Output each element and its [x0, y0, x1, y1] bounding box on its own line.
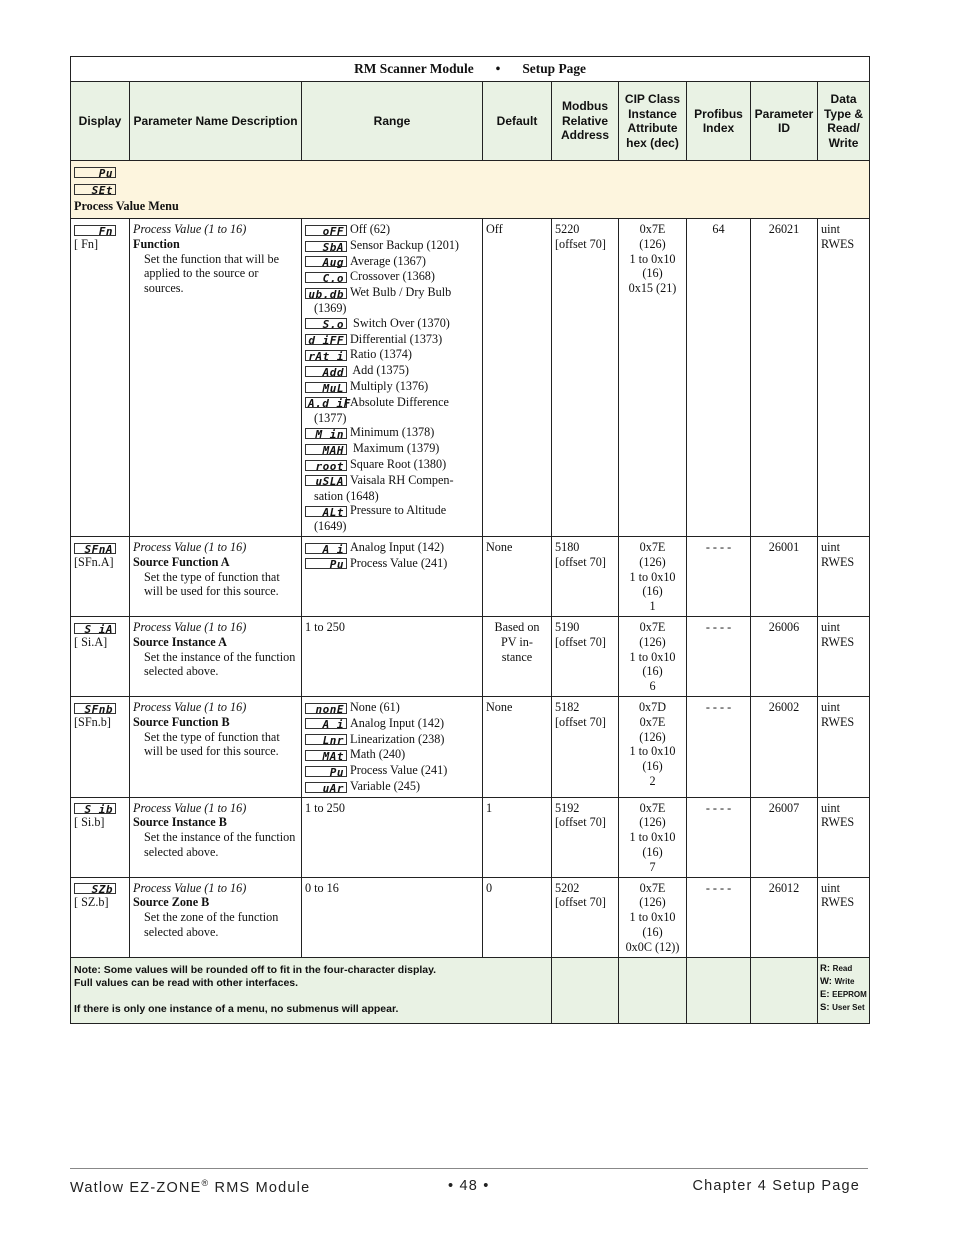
cip-value: 1 to 0x10: [629, 569, 676, 584]
cip-value: 0x7D: [638, 699, 667, 714]
table-row: [71, 877, 870, 957]
cip-value: 2: [649, 773, 656, 788]
range-option: [305, 316, 479, 331]
data-type-value: RWES: [821, 815, 855, 830]
lcd-display-icon: Fn: [74, 225, 116, 236]
parameter-description-cell: [130, 219, 302, 537]
range-option: [305, 441, 479, 456]
range-option-label: Analog Input (142): [350, 715, 445, 730]
menu-row: [71, 161, 870, 219]
parameter-prefix: Process Value (1 to 16): [133, 222, 247, 236]
modbus-value: [offset 70]: [555, 634, 606, 649]
column-header: CIP Class Instance Attribute hex (dec): [619, 82, 687, 161]
parameter-description-cell: [130, 877, 302, 957]
parameter-table: [70, 56, 870, 1024]
default-value: 1: [486, 800, 493, 815]
range-option-label: Square Root (1380): [350, 456, 447, 471]
legend-text: EEPROM: [832, 990, 867, 1000]
range-option-label: Maximum (1379): [350, 441, 440, 456]
range-value: 1 to 250: [305, 619, 345, 634]
default-cell: [483, 877, 552, 957]
modbus-cell: [552, 536, 619, 616]
range-option: [305, 363, 479, 378]
modbus-value: [offset 70]: [555, 815, 606, 830]
table-title: RM Scanner Module • Setup Page: [71, 57, 870, 82]
default-value: Off: [486, 222, 503, 236]
range-value: 0 to 16: [305, 880, 339, 895]
range-option-continued: (1377): [314, 410, 347, 425]
modbus-value: [offset 70]: [555, 895, 606, 910]
range-option-label: None (61): [350, 699, 400, 714]
profibus-index: - - - -: [705, 619, 732, 634]
lcd-display-icon: rAt i: [305, 350, 347, 361]
data-type-value: uint: [821, 699, 840, 714]
cip-value: (126): [639, 634, 666, 649]
display-cell: [71, 219, 130, 537]
data-type-value: RWES: [821, 714, 855, 729]
lcd-display-icon: root: [305, 460, 347, 471]
range-option: [305, 540, 479, 555]
range-option: [305, 732, 479, 747]
modbus-value: [offset 70]: [555, 236, 606, 251]
lcd-display-icon: d iFF: [305, 334, 347, 345]
profibus-cell: [687, 219, 751, 537]
range-option-label: Minimum (1378): [350, 425, 435, 440]
column-header: Default: [483, 82, 552, 161]
cip-cell: [619, 219, 687, 537]
cip-value: 7: [649, 859, 656, 874]
footer-product: Watlow EZ-ZONE® RMS Module: [70, 1178, 311, 1196]
range-option: [305, 716, 479, 731]
modbus-value: 5202: [555, 880, 580, 895]
cip-value: (126): [639, 895, 666, 910]
range-cell: [302, 616, 483, 696]
range-option-label: Math (240): [350, 747, 406, 762]
range-cell: [302, 797, 483, 877]
display-code: [SFn.A]: [74, 554, 114, 569]
profibus-cell: [687, 696, 751, 797]
display-code: [SFn.b]: [74, 714, 111, 729]
parameter-description-cell: [130, 797, 302, 877]
range-option-label: Off (62): [350, 222, 391, 236]
modbus-value: 5192: [555, 800, 580, 815]
lcd-display-icon: MAH: [305, 444, 347, 455]
parameter-id-cell: [751, 219, 818, 537]
display-cell: [71, 696, 130, 797]
legend-item: [820, 962, 867, 975]
parameter-name: Function: [133, 236, 180, 251]
cip-value: 0x0C (12)): [625, 939, 680, 954]
parameter-id: 26007: [768, 800, 800, 815]
cip-cell: [619, 616, 687, 696]
menu-label: Process Value Menu: [74, 198, 179, 213]
cip-value: (16): [642, 845, 663, 860]
lcd-display-icon: oFF: [305, 225, 347, 236]
range-option-label: Linearization (238): [350, 731, 445, 746]
data-type-cell: [818, 219, 870, 537]
legend-item: [820, 975, 867, 988]
table-row: [71, 616, 870, 696]
parameter-id: 26006: [768, 619, 800, 634]
column-header: Parameter Name Description: [130, 82, 302, 161]
range-option: [305, 747, 479, 762]
table-row: [71, 536, 870, 616]
default-value: None: [486, 539, 513, 554]
cip-value: 0x7E: [639, 222, 666, 236]
legend-key: E:: [820, 989, 830, 1001]
setup-page-document: [70, 56, 869, 1024]
parameter-id: 26002: [768, 699, 800, 714]
lcd-display-icon: S ib: [74, 803, 116, 814]
note-row: [71, 957, 870, 1023]
data-type-value: uint: [821, 880, 840, 895]
range-option-label: Analog Input (142): [350, 539, 445, 554]
column-header-row: [71, 82, 870, 161]
profibus-cell: [687, 616, 751, 696]
range-option: [305, 779, 479, 794]
profibus-cell: [687, 797, 751, 877]
range-option-label: Add (1375): [350, 363, 409, 378]
range-option: [305, 556, 479, 571]
range-option-continued: (1369): [314, 300, 347, 315]
data-type-value: RWES: [821, 895, 855, 910]
lcd-display-icon: ub.db: [305, 288, 347, 299]
profibus-index: - - - -: [705, 699, 732, 714]
legend-text: Write: [834, 976, 855, 986]
data-type-cell: [818, 797, 870, 877]
column-header: Modbus Relative Address: [552, 82, 619, 161]
cip-value: 0x7E: [639, 539, 666, 554]
lcd-display-icon: S iA: [74, 623, 116, 634]
data-type-value: uint: [821, 800, 840, 815]
modbus-cell: [552, 616, 619, 696]
modbus-value: [offset 70]: [555, 554, 606, 569]
parameter-id: 26001: [768, 539, 800, 554]
lcd-display-icon: SEt: [74, 184, 116, 195]
column-header: Profibus Index: [687, 82, 751, 161]
lcd-display-icon: ALt: [305, 506, 347, 517]
cip-value: 1 to 0x10: [629, 649, 676, 664]
profibus-cell: [687, 536, 751, 616]
cip-value: (16): [642, 266, 663, 281]
range-cell: [302, 219, 483, 537]
legend-text: User Set: [832, 1003, 865, 1013]
parameter-description: Set the instance of the function selected above.: [144, 649, 296, 679]
cip-cell: [619, 877, 687, 957]
data-type-cell: [818, 877, 870, 957]
display-code: [ Si.b]: [74, 815, 105, 830]
cip-value: (126): [639, 815, 666, 830]
data-type-legend: [818, 957, 870, 1023]
modbus-cell: [552, 219, 619, 537]
range-option: [305, 763, 479, 778]
parameter-prefix: Process Value (1 to 16): [133, 800, 247, 815]
parameter-id-cell: [751, 696, 818, 797]
default-value: 0: [486, 880, 493, 895]
range-cell: [302, 536, 483, 616]
parameter-name: Source Instance B: [133, 815, 227, 830]
lcd-display-icon: C.o: [305, 272, 347, 283]
lcd-display-icon: S.o: [305, 318, 347, 329]
profibus-index: - - - -: [705, 539, 732, 554]
data-type-value: uint: [821, 619, 840, 634]
range-option-label: Crossover (1368): [350, 269, 435, 284]
cip-value: (126): [639, 729, 666, 744]
data-type-value: RWES: [821, 236, 855, 251]
range-option: [305, 332, 479, 347]
parameter-name: Source Zone B: [133, 895, 210, 910]
range-option-label: Process Value (241): [350, 555, 448, 570]
data-type-value: RWES: [821, 554, 855, 569]
default-value: None: [486, 699, 513, 714]
column-header: Data Type & Read/ Write: [818, 82, 870, 161]
parameter-prefix: Process Value (1 to 16): [133, 880, 247, 895]
parameter-description: Set the type of function that will be used for this source.: [144, 729, 280, 759]
table-row: [71, 219, 870, 537]
modbus-value: 5190: [555, 619, 580, 634]
cip-value: 0x7E: [639, 800, 666, 815]
data-type-value: RWES: [821, 634, 855, 649]
range-option-label: Ratio (1374): [350, 347, 412, 362]
profibus-index: - - - -: [705, 800, 732, 815]
range-option-label: Wet Bulb / Dry Bulb: [350, 285, 452, 300]
modbus-value: 5220: [555, 222, 580, 236]
cip-value: (126): [639, 554, 666, 569]
parameter-description: Set the zone of the function selected above.: [144, 910, 279, 940]
cip-value: 0x7E: [639, 714, 666, 729]
range-option-label: Differential (1373): [350, 331, 443, 346]
range-value: 1 to 250: [305, 800, 345, 815]
profibus-index: 64: [712, 222, 725, 236]
default-cell: [483, 219, 552, 537]
cip-value: (16): [642, 759, 663, 774]
cip-value: 0x7E: [639, 880, 666, 895]
column-header: Parameter ID: [751, 82, 818, 161]
legend-key: W:: [820, 975, 832, 987]
range-option: [305, 285, 479, 300]
modbus-value: 5180: [555, 539, 580, 554]
cip-value: 0x7E: [639, 619, 666, 634]
range-option-label: Variable (245): [350, 778, 421, 793]
table-row: [71, 797, 870, 877]
lcd-display-icon: uAr: [305, 782, 347, 793]
parameter-prefix: Process Value (1 to 16): [133, 619, 247, 634]
range-option: [305, 395, 479, 410]
data-type-cell: [818, 616, 870, 696]
range-option: [305, 457, 479, 472]
display-code: [ Si.A]: [74, 634, 108, 649]
range-option-label: Absolute Difference: [350, 394, 449, 409]
parameter-name: Source Function B: [133, 714, 230, 729]
column-header: Range: [302, 82, 483, 161]
cip-value: (16): [642, 925, 663, 940]
page-number: • 48 •: [448, 1178, 490, 1194]
lcd-display-icon: SFnb: [74, 703, 116, 714]
legend-item: [820, 1001, 867, 1014]
data-type-cell: [818, 696, 870, 797]
modbus-cell: [552, 696, 619, 797]
parameter-name: Source Instance A: [133, 634, 227, 649]
cip-value: (126): [639, 236, 666, 251]
lcd-display-icon: SFnA: [74, 543, 116, 554]
cip-value: 1 to 0x10: [629, 910, 676, 925]
legend-key: S:: [820, 1002, 830, 1014]
profibus-cell: [687, 877, 751, 957]
display-code: [ Fn]: [74, 236, 99, 251]
default-cell: [483, 797, 552, 877]
lcd-display-icon: Pu: [305, 766, 347, 777]
parameter-description: Set the type of function that will be used for this source.: [144, 569, 280, 599]
range-option-label: Sensor Backup (1201): [350, 237, 459, 252]
cip-value: 1 to 0x10: [629, 744, 676, 759]
legend-text: Read: [832, 963, 853, 973]
cip-cell: [619, 536, 687, 616]
range-option-continued: sation (1648): [314, 488, 379, 503]
table-row: [71, 696, 870, 797]
parameter-description-cell: [130, 616, 302, 696]
range-option-label: Multiply (1376): [350, 378, 429, 393]
data-type-cell: [818, 536, 870, 616]
lcd-display-icon: SZb: [74, 883, 116, 894]
range-option-label: Pressure to Altitude: [350, 503, 447, 518]
lcd-display-icon: Aug: [305, 256, 347, 267]
default-cell: [483, 696, 552, 797]
display-cell: [71, 616, 130, 696]
parameter-name: Source Function A: [133, 554, 230, 569]
footer-chapter: Chapter 4 Setup Page: [692, 1178, 860, 1194]
legend-item: [820, 988, 867, 1001]
parameter-id-cell: [751, 797, 818, 877]
lcd-display-icon: A i: [305, 543, 347, 554]
cip-value: (16): [642, 664, 663, 679]
range-option: [305, 700, 479, 715]
parameter-description-cell: [130, 696, 302, 797]
parameter-id: 26021: [768, 222, 800, 236]
range-option-label: Average (1367): [350, 253, 426, 268]
modbus-value: 5182: [555, 699, 580, 714]
range-option-label: Vaisala RH Compen-: [350, 472, 454, 487]
cip-value: (16): [642, 584, 663, 599]
lcd-display-icon: MAt: [305, 750, 347, 761]
modbus-cell: [552, 877, 619, 957]
lcd-display-icon: Pu: [305, 558, 347, 569]
display-cell: [71, 877, 130, 957]
lcd-display-icon: uSLA: [305, 475, 347, 486]
default-cell: [483, 536, 552, 616]
cip-value: 1 to 0x10: [629, 251, 676, 266]
lcd-display-icon: Add: [305, 366, 347, 377]
lcd-display-icon: SbA: [305, 241, 347, 252]
parameter-prefix: Process Value (1 to 16): [133, 539, 247, 554]
page-footer: [70, 1168, 868, 1196]
lcd-display-icon: A i: [305, 718, 347, 729]
cip-value: 0x15 (21): [628, 281, 677, 296]
note-text: Note: Some values will be rounded off to fit in the four-character display. Full values can be read with other interfaces. If there is only one instance of a menu, no submenus will appear.: [71, 957, 552, 1023]
data-type-value: uint: [821, 539, 840, 554]
range-option: [305, 254, 479, 269]
lcd-display-icon: MuL: [305, 382, 347, 393]
cip-value: 6: [649, 679, 656, 694]
profibus-index: - - - -: [705, 880, 732, 895]
display-cell: [71, 797, 130, 877]
parameter-id-cell: [751, 536, 818, 616]
cip-value: 1 to 0x10: [629, 830, 676, 845]
cip-cell: [619, 696, 687, 797]
cip-cell: [619, 797, 687, 877]
range-option: [305, 503, 479, 518]
parameter-prefix: Process Value (1 to 16): [133, 699, 247, 714]
range-option: [305, 347, 479, 362]
cip-value: 1: [649, 599, 656, 614]
parameter-description: Set the function that will be applied to the source or sources.: [144, 251, 280, 296]
range-option: [305, 473, 479, 488]
parameter-id: 26012: [768, 880, 800, 895]
lcd-display-icon: A.d iF: [305, 397, 347, 408]
lcd-display-icon: Lnr: [305, 734, 347, 745]
range-option-continued: (1649): [314, 519, 347, 534]
range-option-label: Process Value (241): [350, 763, 448, 778]
legend-key: R:: [820, 962, 831, 974]
lcd-display-icon: Pu: [74, 167, 116, 178]
column-header: Display: [71, 82, 130, 161]
modbus-cell: [552, 797, 619, 877]
parameter-id-cell: [751, 616, 818, 696]
lcd-display-icon: M in: [305, 428, 347, 439]
range-option: [305, 425, 479, 440]
range-cell: [302, 877, 483, 957]
range-option: [305, 222, 479, 237]
display-cell: [71, 536, 130, 616]
parameter-id-cell: [751, 877, 818, 957]
parameter-description: Set the instance of the function selected above.: [144, 830, 296, 860]
range-cell: [302, 696, 483, 797]
range-option: [305, 269, 479, 284]
range-option-label: Switch Over (1370): [350, 315, 450, 330]
data-type-value: uint: [821, 222, 840, 236]
modbus-value: [offset 70]: [555, 714, 606, 729]
default-cell: [483, 616, 552, 696]
lcd-display-icon: nonE: [305, 703, 347, 714]
parameter-description-cell: [130, 536, 302, 616]
range-option: [305, 238, 479, 253]
default-value: Based on PV in- stance: [494, 619, 540, 664]
display-code: [ SZ.b]: [74, 895, 109, 910]
range-option: [305, 379, 479, 394]
